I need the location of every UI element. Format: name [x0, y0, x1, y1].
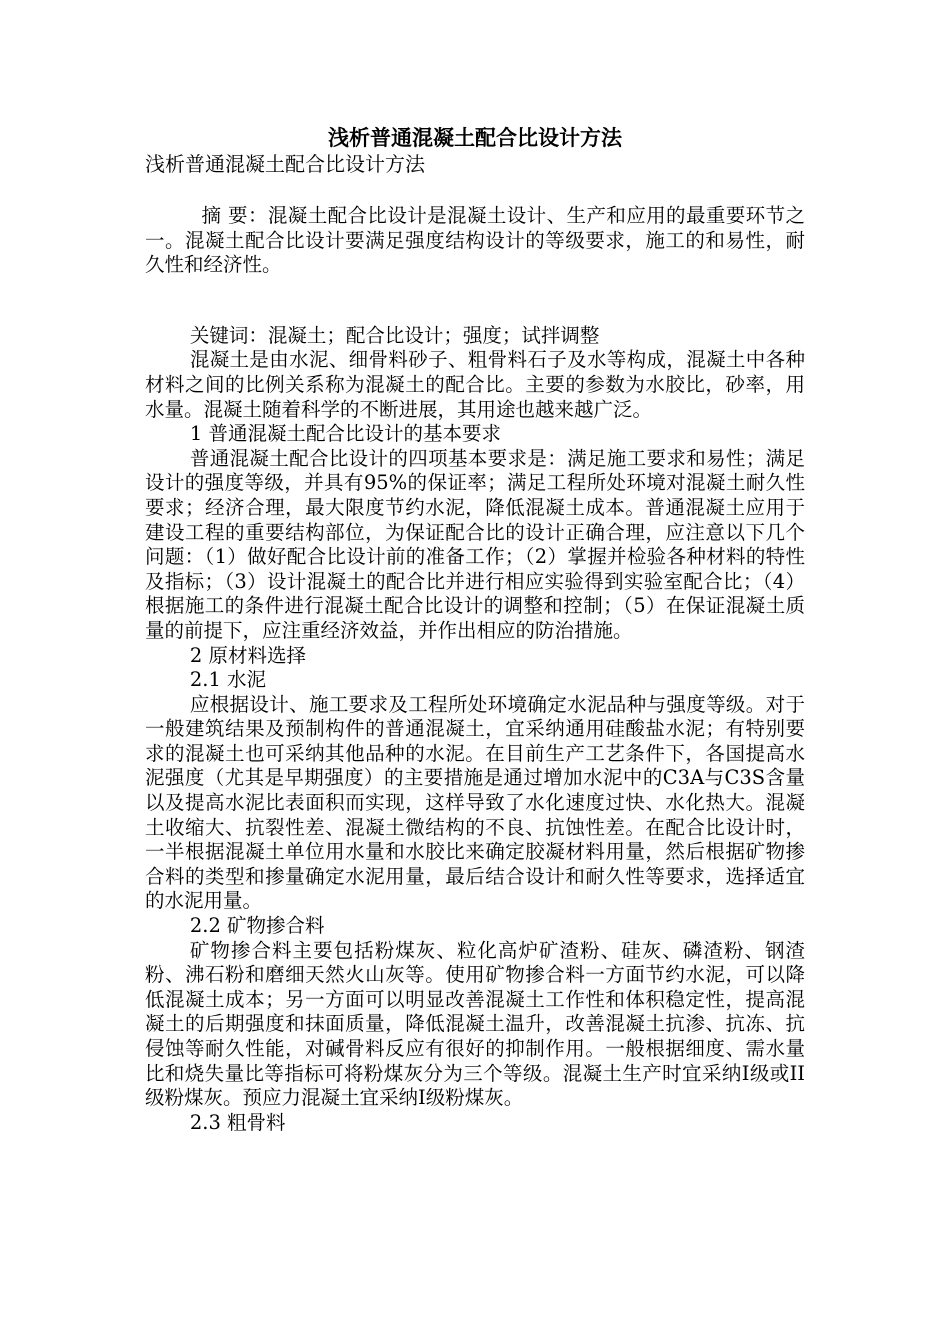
subsection-heading-2-1: 2.1 水泥 [189, 668, 267, 692]
document-body [145, 204, 805, 1135]
subsection-heading-2-2: 2.2 矿物掺合料 [189, 914, 325, 938]
document-subtitle: 浅析普通混凝土配合比设计方法 [145, 152, 425, 176]
keywords-line: 关键词：混凝土；配合比设计；强度；试拌调整 [189, 323, 600, 347]
subsection-2-1-paragraph: 应根据设计、施工要求及工程所处环境确定水泥品种与强度等级。对于一般建筑结果及预制构件的普通混凝土，宜采纳通用硅酸盐水泥；有特别要求的混凝土也可采纳其他品种的水泥。在目前生产工艺条件下，各国提高水泥强度（尤其是早期强度）的主要措施是通过增加水泥中的C3A与C3S含量以及提高水泥比表面积而实现，这样导致了水化速度过快、水化热大。混凝土收缩大、抗裂性差、混凝土微结构的不良、抗蚀性差。在配合比设计时，一半根据混凝土单位用水量和水胶比来确定胶凝材料用量，然后根据矿物掺合料的类型和掺量确定水泥用量，最后结合设计和耐久性等要求，选择适宜的水泥用量。 [145, 692, 805, 913]
document-title: 浅析普通混凝土配合比设计方法 [328, 125, 622, 150]
abstract-paragraph: 摘 要：混凝土配合比设计是混凝土设计、生产和应用的最重要环节之一。混凝土配合比设计要满足强度结构设计的等级要求，施工的和易性，耐久性和经济性。 [145, 204, 805, 277]
subsection-2-2-paragraph: 矿物掺合料主要包括粉煤灰、粒化高炉矿渣粉、硅灰、磷渣粉、钢渣粉、沸石粉和磨细天然火山灰等。使用矿物掺合料一方面节约水泥，可以降低混凝土成本；另一方面可以明显改善混凝土工作性和体积稳定性，提高混凝土的后期强度和抹面质量，降低混凝土温升，改善混凝土抗渗、抗冻、抗侵蚀等耐久性能，对碱骨料反应有很好的抑制作用。一般根据细度、需水量比和烧失量比等指标可将粉煤灰分为三个等级。混凝土生产时宜采纳Ⅰ级或II级粉煤灰。预应力混凝土宜采纳Ⅰ级粉煤灰。 [145, 938, 805, 1110]
section-heading-1: 1 普通混凝土配合比设计的基本要求 [189, 422, 501, 446]
intro-paragraph: 混凝土是由水泥、细骨料砂子、粗骨料石子及水等构成，混凝土中各种材料之间的比例关系称为混凝土的配合比。主要的参数为水胶比，砂率，用水量。混凝土随着科学的不断进展，其用途也越来越广泛。 [145, 348, 805, 421]
section-1-paragraph: 普通混凝土配合比设计的四项基本要求是：满足施工要求和易性；满足设计的强度等级，并具有95%的保证率；满足工程所处环境对混凝土耐久性要求；经济合理，最大限度节约水泥，降低混凝土成本。普通混凝土应用于建设工程的重要结构部位，为保证配合比的设计正确合理，应注意以下几个问题：（1）做好配合比设计前的准备工作；（2）掌握并检验各种材料的特性及指标；（3）设计混凝土的配合比并进行相应实验得到实验室配合比；（4）根据施工的条件进行混凝土配合比设计的调整和控制；（5）在保证混凝土质量的前提下，应注重经济效益，并作出相应的防治措施。 [145, 446, 805, 642]
section-heading-2: 2 原材料选择 [189, 643, 306, 667]
subsection-heading-2-3: 2.3 粗骨料 [189, 1110, 286, 1134]
